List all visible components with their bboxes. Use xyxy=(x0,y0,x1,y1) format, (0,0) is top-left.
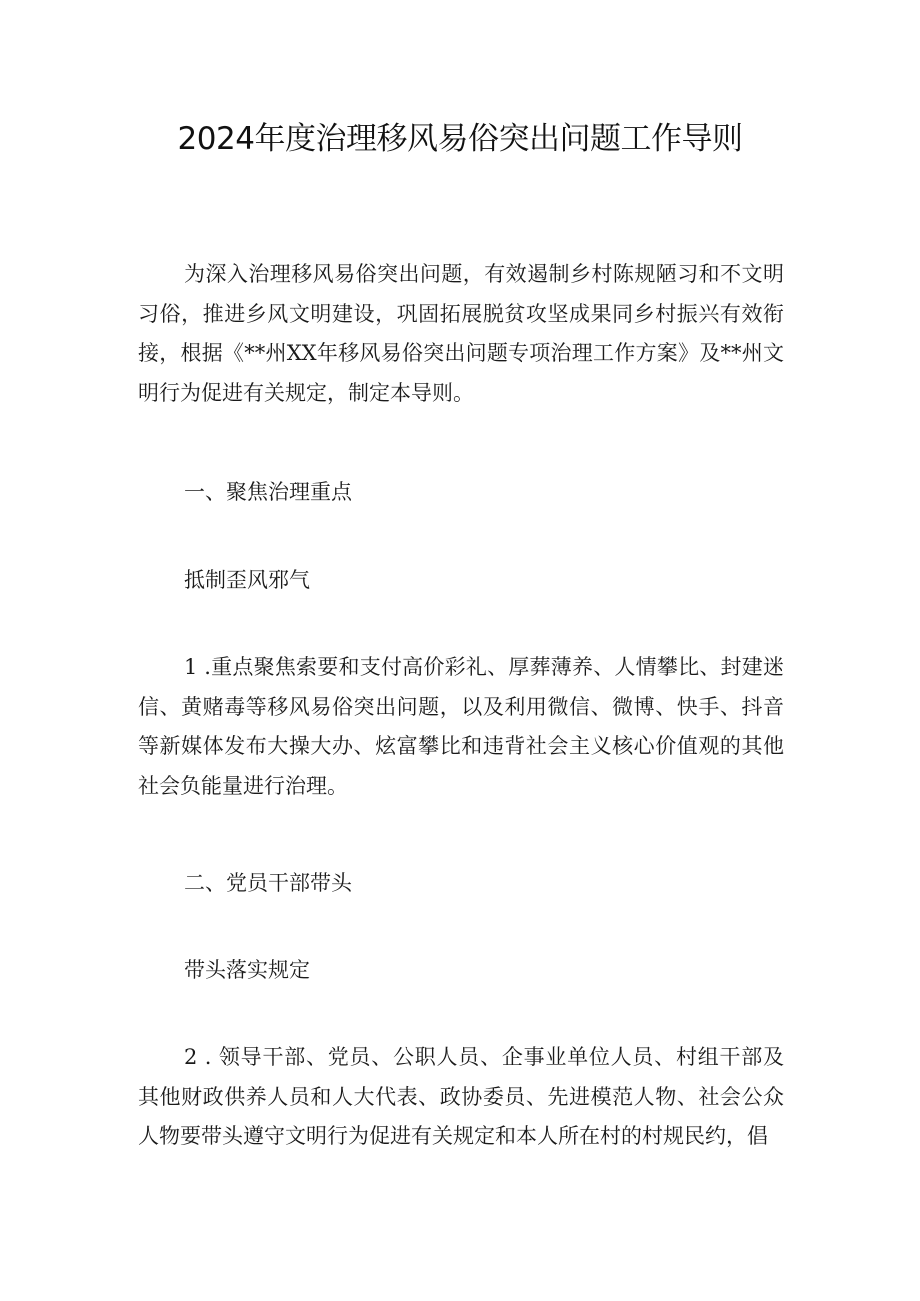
section-2-paragraph xyxy=(138,1038,784,1157)
section-1-heading: 一、聚焦治理重点 xyxy=(184,480,352,504)
intro-text: 为深入治理移风易俗突出问题，有效遏制乡村陈规陋习和不文明习俗，推进乡风文明建设，巩固拓展脱贫攻坚成果同乡村振兴有效衔接，根据《**州XX年移风易俗突出问题专项治理工作方案》及**州文明行为促进有关规定，制定本导则。 xyxy=(138,262,784,405)
section-2-text: 2 . 领导干部、党员、公职人员、企事业单位人员、村组干部及其他财政供养人员和人大代表、政协委员、先进模范人物、社会公众人物要带头遵守文明行为促进有关规定和本人所在村的村规民约，倡 xyxy=(138,1045,784,1148)
section-1-paragraph xyxy=(138,648,784,806)
intro-paragraph xyxy=(138,255,784,413)
section-1-text: 1 .重点聚焦索要和支付高价彩礼、厚葬薄养、人情攀比、封建迷信、黄赌毒等移风易俗突出问题，以及利用微信、微博、快手、抖音等新媒体发布大操大办、炫富攀比和违背社会主义核心价值观的其他社会负能量进行治理。 xyxy=(138,655,784,798)
section-1-subheading: 抵制歪风邪气 xyxy=(184,568,310,592)
section-2-heading: 二、党员干部带头 xyxy=(184,871,352,895)
document-title: 2024年度治理移风易俗突出问题工作导则 xyxy=(177,121,743,157)
section-2-subheading: 带头落实规定 xyxy=(184,958,310,982)
